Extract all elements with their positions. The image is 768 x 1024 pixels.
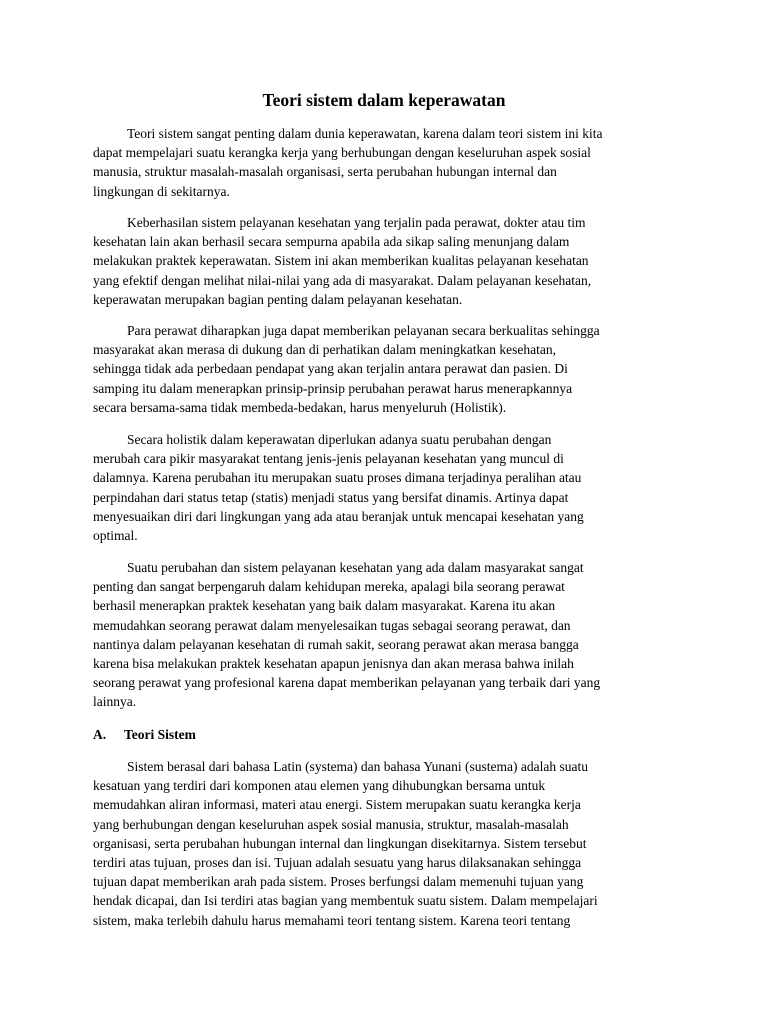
paragraph-intro: Teori sistem sangat penting dalam dunia keperawatan, karena dalam teori sistem ini kita dapat mempelajari suatu kerangka kerja yang berhubungan dengan keseluruhan aspek sosial manusia, struktur masalah-masalah organisasi, serta perubahan hubungan internal dan lingkungan di sekitarnya. [93,126,603,199]
section-number: A. [93,727,107,742]
paragraph-teori-sistem: Sistem berasal dari bahasa Latin (systema) dan bahasa Yunani (sustema) adalah suatu kesatuan yang terdiri dari komponen atau elemen yang dihubungkan bersama untuk memudahkan aliran informasi, materi atau energi. Sistem merupakan suatu kerangka kerja yang berhubungan dengan keseluruhan aspek sosial manusia, struktur, masalah-masalah organisasi, serta perubahan hubungan internal dan lingkungan disekitarnya. Sistem tersebut terdiri atas tujuan, proses dan isi. Tujuan adalah sesuatu yang harus dilaksanakan sehingga tujuan dapat memberikan arah pada sistem. Proses berfungsi dalam memenuhi tujuan yang hendak dicapai, dan Isi terdiri atas bagian yang membentuk suatu sistem. Dalam mempelajari sistem, maka terlebih dahulu harus memahami teori tentang sistem. Karena teori tentang [93,759,598,928]
section-heading [93,725,196,744]
paragraph-keberhasilan: Keberhasilan sistem pelayanan kesehatan yang terjalin pada perawat, dokter atau tim kesehatan lain akan berhasil secara sempurna apabila ada sikap saling menunjang dalam melakukan praktek keperawatan. Sistem ini akan memberikan kualitas pelayanan kesehatan yang efektif dengan melihat nilai-nilai yang ada di masyarakat. Dalam pelayanan kesehatan, keperawatan merupakan bagian penting dalam pelayanan kesehatan. [93,215,592,307]
paragraph-perubahan: Suatu perubahan dan sistem pelayanan kesehatan yang ada dalam masyarakat sangat penting dan sangat berpengaruh dalam kehidupan mereka, apalagi bila seorang perawat berhasil menerapkan praktek kesehatan yang baik dalam masyarakat. Karena itu akan memudahkan seorang perawat dalam menyelesaikan tugas sebagai seorang perawat, dan nantinya dalam pelayanan kesehatan di rumah sakit, seorang perawat akan merasa bangga karena bisa melakukan praktek kesehatan apapun jenisnya dan akan merasa bahwa inilah seorang perawat yang profesional karena dapat memberikan pelayanan yang terbaik dari yang lainnya. [93,560,601,710]
section-title: Teori Sistem [124,727,196,742]
paragraph-para-perawat: Para perawat diharapkan juga dapat memberikan pelayanan secara berkualitas sehingga masyarakat akan merasa di dukung dan di perhatikan dalam meningkatkan kesehatan, sehingga tidak ada perbedaan pendapat yang akan terjalin antara perawat dan pasien. Di samping itu dalam menerapkan prinsip-prinsip perubahan perawat harus menerapkannya secara bersama-sama tidak membeda-bedakan, harus menyeluruh (Holistik). [93,323,600,415]
document-title: Teori sistem dalam keperawatan [262,90,506,110]
paragraph-holistik: Secara holistik dalam keperawatan diperlukan adanya suatu perubahan dengan merubah cara pikir masyarakat tentang jenis-jenis pelayanan kesehatan yang muncul di dalamnya. Karena perubahan itu merupakan suatu proses dimana terjadinya peralihan atau perpindahan dari status tetap (statis) menjadi status yang bersifat dinamis. Artinya dapat menyesuaikan diri dari lingkungan yang ada atau beranjak untuk mencapai kesehatan yang optimal. [93,432,584,544]
